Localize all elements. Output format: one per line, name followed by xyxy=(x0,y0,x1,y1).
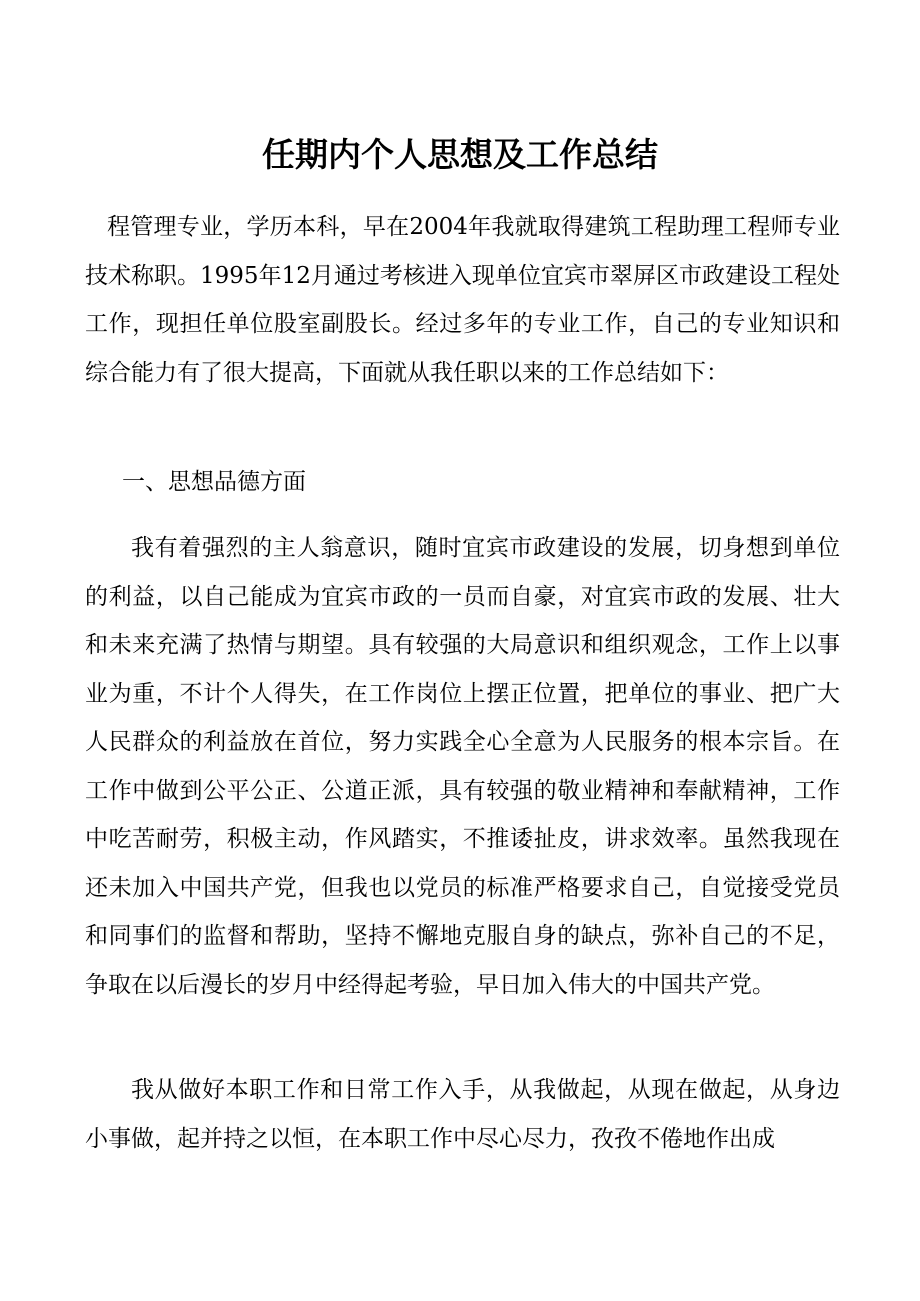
section-paragraph-work: 我从做好本职工作和日常工作入手，从我做起，从现在做起，从身边小事做，起并持之以恒，在本职工作中尽心尽力，孜孜不倦地作出成 xyxy=(85,1077,840,1152)
section-heading-ideology: 一、思想品德方面 xyxy=(122,469,306,495)
intro-paragraph: 程管理专业，学历本科，早在2004年我就取得建筑工程助理工程师专业技术称职。1995年12月通过考核进入现单位宜宾市翠屏区市政建设工程处工作，现担任单位股室副股长。经过多年的专业工作，自己的专业知识和综合能力有了很大提高，下面就从我任职以来的工作总结如下： xyxy=(85,214,840,386)
document-title: 任期内个人思想及工作总结 xyxy=(262,135,658,174)
section-paragraph-ideology: 我有着强烈的主人翁意识，随时宜宾市政建设的发展，切身想到单位的利益，以自己能成为宜宾市政的一员而自豪，对宜宾市政的发展、壮大和未来充满了热情与期望。具有较强的大局意识和组织观念，工作上以事业为重，不计个人得失，在工作岗位上摆正位置，把单位的事业、把广大人民群众的利益放在首位，努力实践全心全意为人民服务的根本宗旨。在工作中做到公平公正、公道正派，具有较强的敬业精神和奉献精神，工作中吃苦耐劳，积极主动，作风踏实，不推诿扯皮，讲求效率。虽然我现在还未加入中国共产党，但我也以党员的标准严格要求自己，自觉接受党员和同事们的监督和帮助，坚持不懈地克服自身的缺点，弥补自己的不足，争取在以后漫长的岁月中经得起考验，早日加入伟大的中国共产党。 xyxy=(85,535,840,998)
